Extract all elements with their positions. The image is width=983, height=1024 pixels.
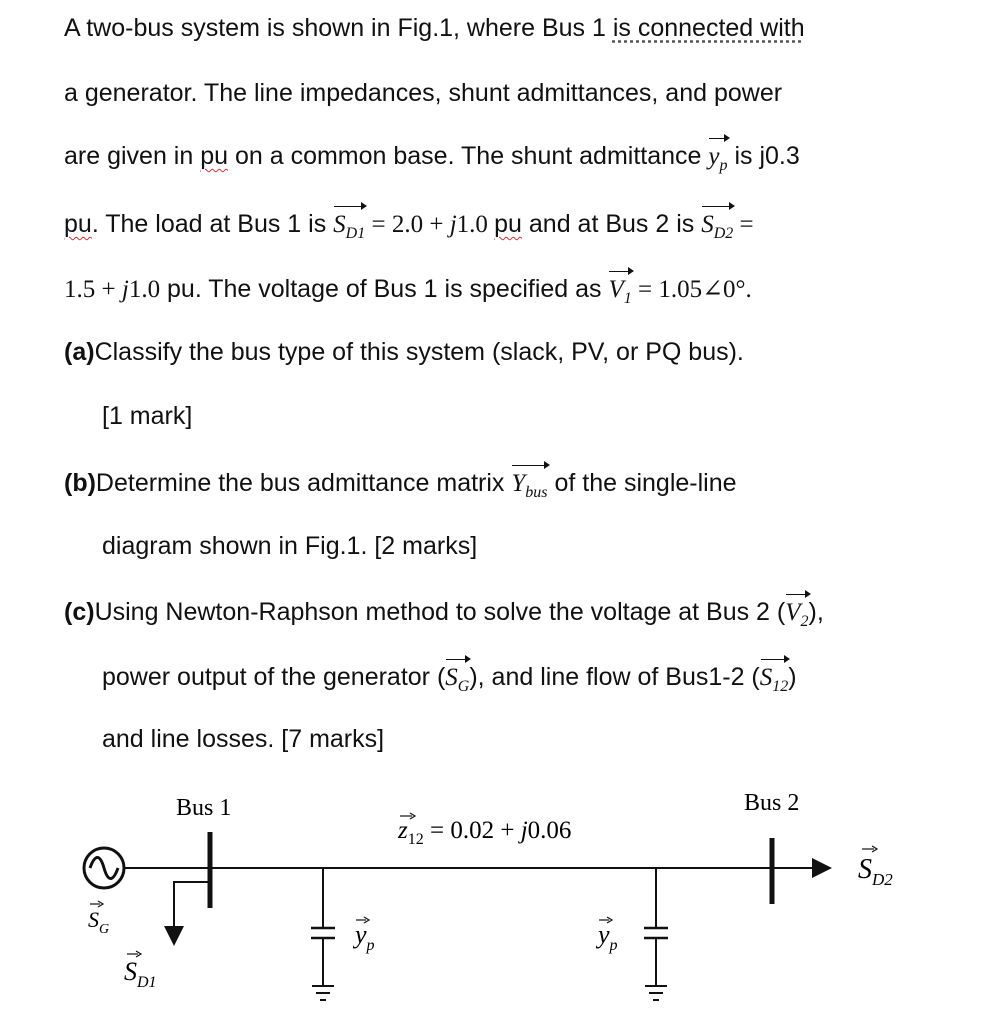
text: and at Bus 2 is [521, 210, 702, 238]
bus-1-label: Bus 1 [176, 795, 232, 821]
text: power output of the generator ( [102, 663, 446, 691]
text: on a common base. The shunt admittance [228, 142, 709, 170]
sd2-symbol: $S_{D2}$ [701, 209, 733, 250]
load-d1-arrow [174, 882, 210, 944]
text: pu [200, 142, 229, 170]
text: [1 mark] [102, 402, 193, 430]
text: pu [494, 210, 522, 238]
text: a generator. The line impedances, shunt admittances, and power [64, 79, 783, 107]
sd1-symbol: $S_{D1}$ [333, 209, 365, 250]
v1-symbol: $V_1$ [608, 274, 631, 315]
text: Using Newton-Raphson method to solve the voltage at Bus 2 ( [94, 598, 786, 626]
text: . The load at Bus 1 is [91, 210, 334, 238]
question-label: (b) [64, 469, 96, 497]
text: = 1.05∠0°. [631, 276, 752, 303]
text: 1.0 [456, 211, 495, 238]
paragraph-line-4 [64, 208, 754, 250]
sd1-label: $S_{D1}$ [124, 957, 157, 991]
sd2-label: $S_{D2}$ [858, 854, 893, 889]
sine-icon [90, 858, 118, 879]
text: ), and line flow of Bus1-2 ( [469, 663, 760, 691]
text: pu [64, 210, 92, 238]
v2-symbol: $V_2$ [785, 597, 808, 638]
question-c-line-3 [102, 723, 384, 755]
paragraph-line-5 [64, 273, 752, 315]
question-label: (a) [64, 338, 95, 366]
text: is connected with [612, 14, 805, 42]
single-line-diagram [0, 760, 983, 1024]
text: A two-bus system is shown in Fig.1, where Bus 1 [64, 14, 613, 42]
text: = 2.0 + [365, 211, 450, 238]
text: are given in [64, 142, 201, 170]
sg-symbol: $S_G$ [445, 662, 469, 703]
text: j [449, 211, 457, 238]
text: Determine the bus admittance matrix [95, 469, 512, 497]
sg-label: $S_G$ [88, 907, 110, 937]
question-label: (c) [64, 598, 95, 626]
yp-symbol: $y_p$ [708, 141, 727, 182]
ybus-symbol: $Y_{bus}$ [511, 468, 547, 509]
question-c [64, 596, 824, 638]
z12-label: $z_{12} = 0.02 + j0.06$ [398, 817, 572, 848]
text: diagram shown in Fig.1. [2 marks] [102, 532, 478, 560]
bus-2-label: Bus 2 [744, 790, 800, 816]
question-b [64, 467, 737, 509]
question-a [64, 336, 744, 368]
yp-label-2: $y_p$ [598, 920, 618, 954]
text: 1.5 + [64, 276, 122, 303]
text: of the single-line [547, 469, 737, 497]
paragraph-line-1 [64, 12, 805, 44]
paragraph-line-2 [64, 77, 782, 109]
text: and line losses. [7 marks] [102, 725, 385, 753]
question-a-mark [102, 400, 192, 432]
s12-symbol: $S_{12}$ [760, 662, 789, 703]
paragraph-line-3 [64, 140, 800, 182]
text: Classify the bus type of this system (slack, PV, or PQ bus). [94, 338, 744, 366]
question-c-line-2 [102, 661, 797, 703]
text: j [121, 276, 129, 303]
question-b-line-2 [102, 530, 477, 562]
text: = [733, 211, 754, 238]
yp-label-1: $y_p$ [355, 920, 375, 954]
text: is j0.3 [727, 142, 800, 170]
text: ) [788, 663, 797, 691]
text: ), [808, 598, 824, 626]
text: pu. The voltage of Bus 1 is specified as [160, 275, 609, 303]
text: 1.0 [128, 276, 161, 303]
